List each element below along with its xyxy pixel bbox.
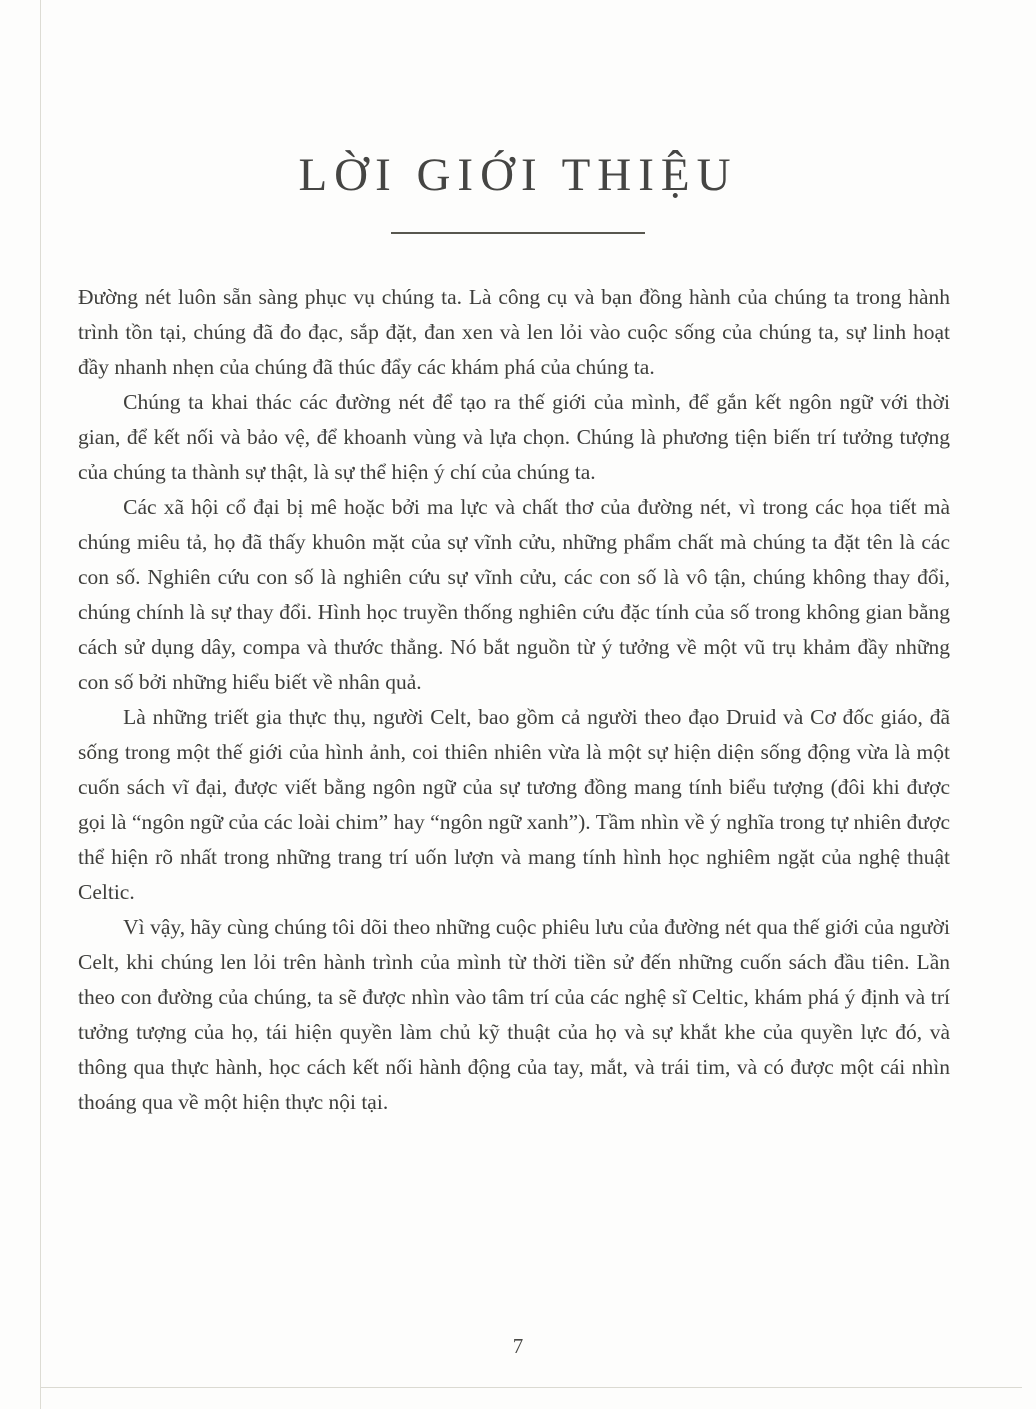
scan-edge-line-bottom [41, 1387, 1022, 1388]
paragraph: Các xã hội cổ đại bị mê hoặc bởi ma lực và chất thơ của đường nét, vì trong các họa tiết mà chúng miêu tả, họ đã thấy khuôn mặt của sự vĩnh cửu, những phẩm chất mà chúng ta đặt tên là các con số. Nghiên cứu con số là nghiên cứu sự vĩnh cửu, các con số là vô tận, chúng không thay đổi, chúng chính là sự thay đổi. Hình học truyền thống nghiên cứu đặc tính của số trong không gian bằng cách sử dụng dây, compa và thước thẳng. Nó bắt nguồn từ ý tưởng về một vũ trụ khảm đầy những con số bởi những hiểu biết về nhân quả. [78, 495, 950, 694]
page-number: 7 [512, 1334, 524, 1358]
paragraph: Đường nét luôn sẵn sàng phục vụ chúng ta. Là công cụ và bạn đồng hành của chúng ta trong hành trình tồn tại, chúng đã đo đạc, sắp đặt, đan xen và len lỏi vào cuộc sống của chúng ta, sự linh hoạt đầy nhanh nhẹn của chúng đã thúc đẩy các khám phá của chúng ta. [78, 285, 950, 379]
scan-edge-line-left [40, 0, 41, 1409]
paragraph: Chúng ta khai thác các đường nét để tạo ra thế giới của mình, để gắn kết ngôn ngữ với thời gian, để kết nối và bảo vệ, để khoanh vùng và lựa chọn. Chúng là phương tiện biến trí tưởng tượng của chúng ta thành sự thật, là sự thể hiện ý chí của chúng ta. [78, 390, 950, 484]
paragraph: Là những triết gia thực thụ, người Celt, bao gồm cả người theo đạo Druid và Cơ đốc giáo, đã sống trong một thế giới của hình ảnh, coi thiên nhiên vừa là một sự hiện diện sống động vừa là một cuốn sách vĩ đại, được viết bằng ngôn ngữ của sự tương đồng mang tính biểu tượng (đôi khi được gọi là “ngôn ngữ của các loài chim” hay “ngôn ngữ xanh”). Tầm nhìn về ý nghĩa trong tự nhiên được thể hiện rõ nhất trong những trang trí uốn lượn và mang tính hình học nghiêm ngặt của nghệ thuật Celtic. [78, 705, 950, 904]
title-divider [391, 232, 645, 234]
body-text [78, 280, 950, 1120]
page-title: LỜI GIỚI THIỆU [298, 149, 738, 201]
paragraph: Vì vậy, hãy cùng chúng tôi dõi theo những cuộc phiêu lưu của đường nét qua thế giới của người Celt, khi chúng len lỏi trên hành trình của mình từ thời tiền sử đến những cuốn sách đầu tiên. Lần theo con đường của chúng, ta sẽ được nhìn vào tâm trí của các nghệ sĩ Celtic, khám phá ý định và trí tưởng tượng của họ, tái hiện quyền làm chủ kỹ thuật của họ và sự khắt khe của quyền lực đó, và thông qua thực hành, học cách kết nối hành động của tay, mắt, và trái tim, và có được một cái nhìn thoáng qua về một hiện thực nội tại. [78, 915, 950, 1114]
